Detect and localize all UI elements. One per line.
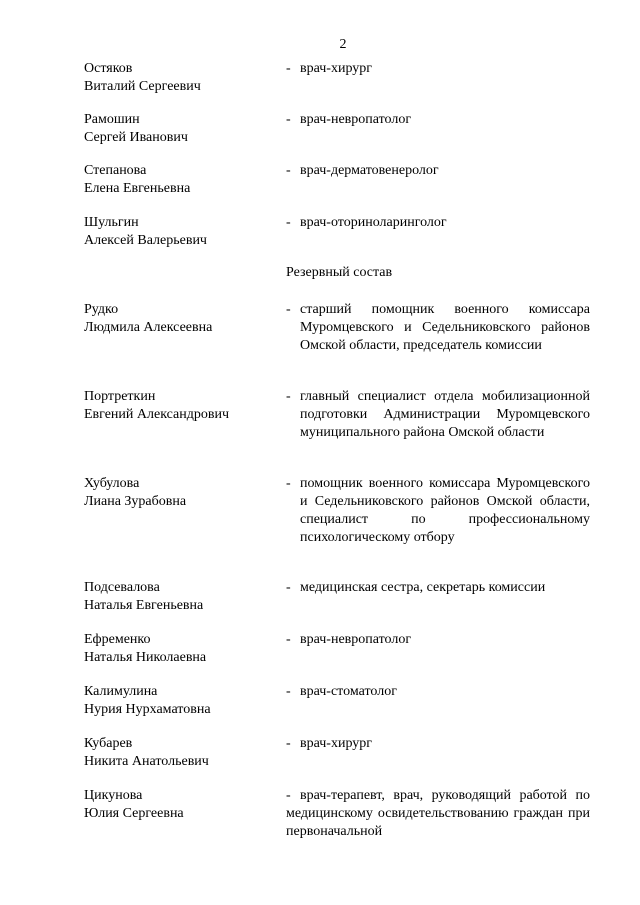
member-surname: Рамошин [84,112,140,127]
member-surname: Кубарев [84,736,133,751]
dash-separator: - [286,389,291,404]
member-surname: Остяков [84,61,133,76]
member-surname: Хубулова [84,476,140,491]
member-given-name: Нурия Нурхаматовна [84,702,211,717]
dash-separator: - [286,580,291,595]
member-role: медицинская сестра, секретарь комиссии [300,580,546,595]
member-given-name: Евгений Александрович [84,407,230,422]
dash-separator: - [286,112,291,127]
member-name [84,631,284,667]
member-role: врач-хирург [300,61,373,76]
dash-separator: - [286,302,291,317]
member-surname: Калимулина [84,684,158,699]
member-role: главный специалист отдела мобилизационной подготовки Администрации Муромцевского муниципального района Омской области [300,389,590,440]
dash-separator: - [286,215,291,230]
page-number: 2 [339,37,347,52]
member-surname: Степанова [84,163,147,178]
member-surname: Рудко [84,302,119,317]
member-given-name: Лиана Зурабовна [84,494,187,509]
member-given-name: Сергей Иванович [84,130,188,145]
member-given-name: Виталий Сергеевич [84,79,201,94]
member-name [84,579,284,615]
dash-separator: - [286,476,291,491]
member-name [84,60,284,96]
member-given-name: Никита Анатольевич [84,754,209,769]
member-role: врач-дерматовенеролог [300,163,439,178]
member-surname: Ефременко [84,632,151,647]
member-name [84,475,284,511]
member-role: врач-терапевт, врач, руководящий работой по медицинскому освидетельствованию граждан при первоначальной [286,788,590,839]
member-name [84,301,284,337]
member-role: врач-стоматолог [300,684,397,699]
member-surname: Портреткин [84,389,156,404]
member-surname: Подсевалова [84,580,160,595]
member-name [84,683,284,719]
member-role: врач-невропатолог [300,632,412,647]
member-name [84,787,284,823]
dash-separator: - [286,163,291,178]
dash-separator: - [286,684,291,699]
member-name [84,214,284,250]
member-name [84,735,284,771]
dash-separator: - [286,788,291,803]
member-surname: Шульгин [84,215,139,230]
member-name [84,111,284,147]
member-role: врач-невропатолог [300,112,412,127]
section-heading: Резервный состав [286,265,393,280]
member-name [84,162,284,198]
member-given-name: Юлия Сергеевна [84,806,184,821]
member-role: врач-оториноларинголог [300,215,447,230]
member-role: врач-хирург [300,736,373,751]
member-surname: Цикунова [84,788,143,803]
member-role: старший помощник военного комиссара Муромцевского и Седельниковского районов Омской области, председатель комиссии [300,302,590,353]
dash-separator: - [286,736,291,751]
dash-separator: - [286,61,291,76]
member-given-name: Елена Евгеньевна [84,181,191,196]
member-given-name: Людмила Алексеевна [84,320,213,335]
dash-separator: - [286,632,291,647]
member-role: помощник военного комиссара Муромцевского и Седельниковского районов Омской области, специалист по профессиональному психологическому отбору [300,476,590,545]
member-name [84,388,284,424]
member-given-name: Наталья Евгеньевна [84,598,204,613]
member-given-name: Наталья Николаевна [84,650,207,665]
member-given-name: Алексей Валерьевич [84,233,207,248]
